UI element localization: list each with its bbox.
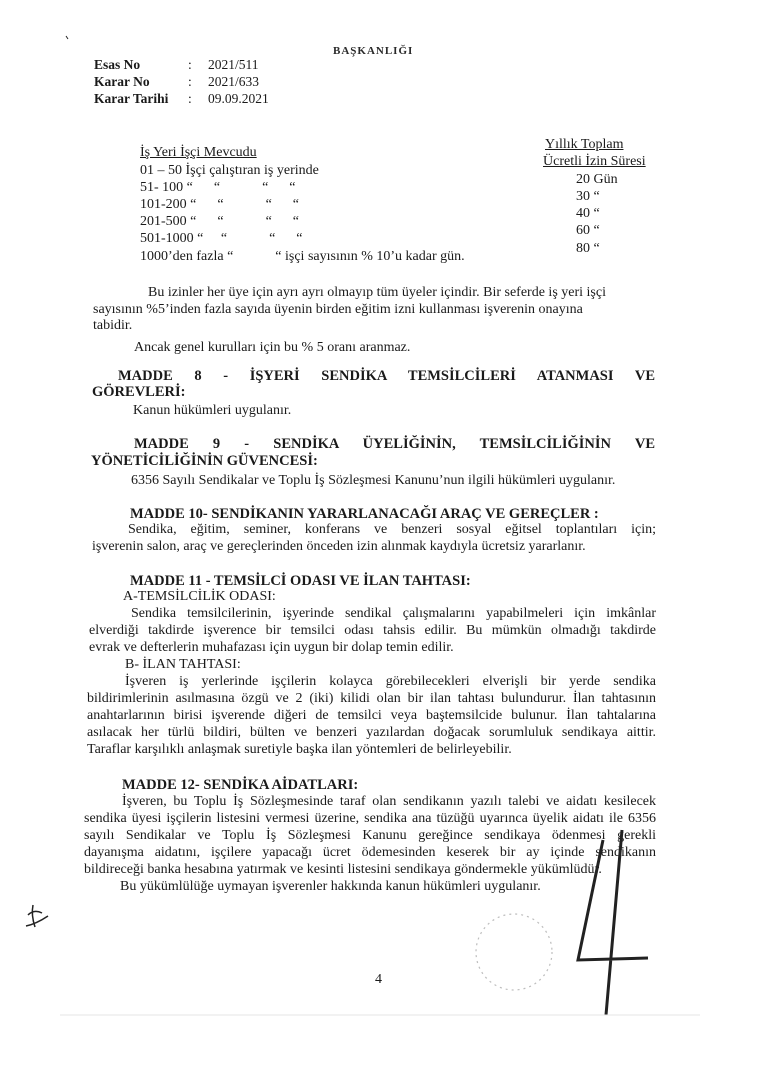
karar-no-label: Karar No [94,74,150,89]
madde-8-heading-cont: GÖREVLERİ: [92,384,186,400]
madde-11-line: Taraflar karşılıklı anlaşmak suretiyle başka ilan yöntemleri de belirleyebilir. [87,742,512,757]
madde-12-line: dayanışma aidatını, işçilere yapacağı ücret ödemesinden keserek bir ay içinde sendikanın [84,845,656,860]
madde-11-line: Sendika temsilcilerinin, işyerinde sendikal çalışmalarını yapabilmeleri için imkânlar [131,606,656,621]
madde-11-sub-b: B- İLAN TAHTASI: [125,657,241,672]
madde-9-text: 6356 Sayılı Sendikalar ve Toplu İş Sözleşmesi Kanunu’nun ilgili hükümleri uygulanır. [131,473,616,488]
madde-12-line: İşveren, bu Toplu İş Sözleşmesinde taraf olan sendikanın yazılı talebi ve aidatı kesilecek [122,794,656,809]
table-row-left: 51- 100 “ “ “ “ [140,180,296,195]
table-row-left: 201-500 “ “ “ “ [140,214,300,229]
madde-11-heading: MADDE 11 - TEMSİLCİ ODASI VE İLAN TAHTASI: [130,573,471,589]
table-row-left: 01 – 50 İşçi çalıştıran iş yerinde [140,163,319,178]
table-last-row: 1000’den fazla “ “ işçi sayısının % 10’u kadar gün. [140,249,465,264]
madde-10-line: işverenin salon, araç ve gereçlerinden önceden izin alınmak kaydıyla ücretsiz yararlanır. [92,539,586,554]
madde-12-line: sendika üyesi işçilerin listesini vermesi üzerine, sendika ana tüzüğü uyarınca üyelik aidatı ile 6356 [84,811,656,826]
table-right-header-1: Yıllık Toplam [545,137,624,152]
esas-no-label: Esas No [94,57,141,72]
madde-12-line: bildireceği banka hesabına yatırmak ve kesinti listesini sendikaya göndermekle yükümlüdür. [84,862,602,877]
pen-dot-mark [66,36,68,39]
table-left-header: İş Yeri İşçi Mevcudu [140,145,257,160]
faint-stamp [476,914,552,990]
madde-12-line: sayılı Sendikalar ve Toplu İş Sözleşmesi Kanunu gereğince sendikaya ödenmesi gerekli [84,828,656,843]
madde-8-text: Kanun hükümleri uygulanır. [133,403,292,418]
karar-tarihi-label: Karar Tarihi [94,91,169,106]
karar-no-sep: : [188,74,192,89]
madde-11-line: elverdiği takdirde işverence bir temsilci odası tahsis edilir. Bu mümkün olmadığı takdirde [89,623,656,638]
madde-11-line: İşveren iş yerlerinde işçilerin kolayca görebilecekleri elverişli bir yerde sendika [125,674,656,689]
madde-11-sub-a: A-TEMSİLCİLİK ODASI: [123,589,276,604]
karar-tarihi-value: 09.09.2021 [208,91,269,106]
initial-signature [26,905,48,927]
madde-11-line: asılacak her türlü bildiri, bülten ve benzeri yazılardan doğacak sorumluluk sendikaya aittir. [87,725,656,740]
madde-12-line: Bu yükümlülüğe uymayan işverenler hakkında kanun hükümleri uygulanır. [120,879,541,894]
table-right-header-2: Ücretli İzin Süresi [543,154,646,169]
madde-11-line: bildirimlerinin asılmasına özgü ve 2 (iki) kilidi olan bir ilan tahtası bulundurur. İlan tahtasının [87,691,656,706]
esas-no-value: 2021/511 [208,57,259,72]
table-row-right: 20 Gün [576,172,618,187]
madde-10-line: Sendika, eğitim, seminer, konferans ve benzeri sosyal eğitsel toplantıları için; [128,522,656,537]
table-row-left: 501-1000 “ “ “ “ [140,231,303,246]
table-row-right: 60 “ [576,223,600,238]
handwritten-four [578,830,648,1015]
madde-9-heading: MADDE 9 - SENDİKA ÜYELİĞİNİN, TEMSİLCİLİĞİNİN VE [134,436,655,452]
table-row-right: 80 “ [576,241,600,256]
table-row-left: 101-200 “ “ “ “ [140,197,300,212]
madde-10-heading: MADDE 10- SENDİKANIN YARARLANACAĞI ARAÇ VE GEREÇLER : [130,506,599,522]
page-number: 4 [375,972,382,987]
karar-no-value: 2021/633 [208,74,260,89]
table-row-right: 30 “ [576,189,600,204]
esas-no-sep: : [188,57,192,72]
paragraph-line: tabidir. [93,318,133,333]
madde-11-line: evrak ve defterlerin muhafazası için uygun bir dolap temin edilir. [89,640,454,655]
madde-12-heading: MADDE 12- SENDİKA AİDATLARI: [122,777,359,793]
paragraph-line: Bu izinler her üye için ayrı ayrı olmayıp tüm üyeler içindir. Bir seferde iş yeri işçi [148,285,606,300]
top-cut-title: BAŞKANLIĞI [333,45,414,57]
paragraph-line: Ancak genel kurulları için bu % 5 oranı aranmaz. [134,340,411,355]
karar-tarihi-sep: : [188,91,192,106]
madde-9-heading-cont: YÖNETİCİLİĞİNİN GÜVENCESİ: [91,453,318,469]
paragraph-line: sayısının %5’inden fazla sayıda üyenin birden eğitim izni kullanması işverenin onayına [93,302,583,317]
madde-8-heading: MADDE 8 - İŞYERİ SENDİKA TEMSİLCİLERİ ATANMASI VE [118,368,655,384]
table-row-right: 40 “ [576,206,600,221]
madde-11-line: anahtarlarının birisi işverende diğeri de temsilci veya baştemsilcide bulunur. İlan tahtalarına [87,708,656,723]
